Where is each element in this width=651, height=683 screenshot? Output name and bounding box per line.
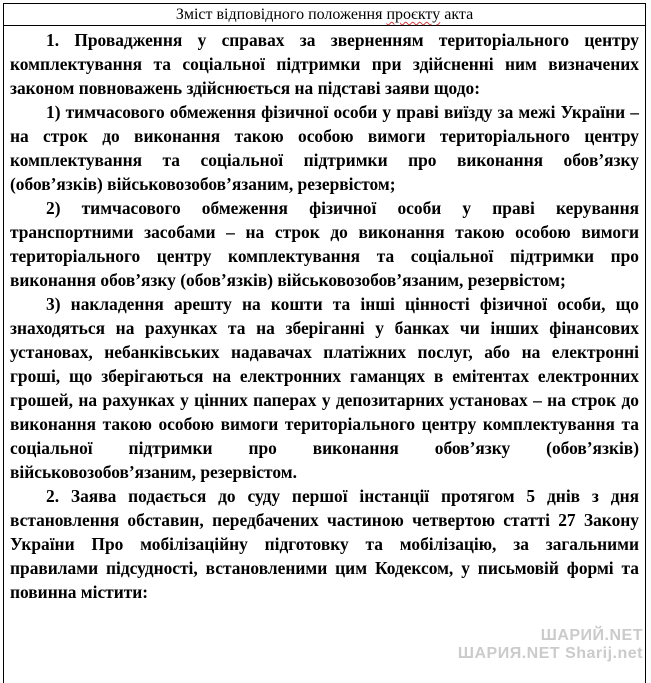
paragraph-part-1: 1. Провадження у справах за зверненням територіального центру комплектування та соціальної підтримки при здійсненні ним визначених законом повноважень здійснюється на підставі заяви щодо:	[10, 30, 639, 98]
header-text-1: Зміст відповідного положення	[175, 6, 387, 23]
header-text-3: акта	[440, 6, 474, 23]
header-text-underlined: проєкту	[386, 6, 441, 23]
provision-content	[4, 26, 645, 604]
paragraph-part-2: 2. Заява подається до суду першої інстанції протягом 5 днів з дня встановлення обставин, передбачених частиною четвертою статті 27 Закону України Про мобілізаційну підготовку та мобілізацію, за загальними правилами підсудності, встановленими цим Кодексом, у письмовій формі та повинна містити:	[10, 486, 639, 602]
document-table	[3, 3, 646, 683]
paragraph-item-3: 3) накладення арешту на кошти та інші цінності фізичної особи, що знаходяться на рахунках та на зберіганні у банках чи інших фінансових установах, небанківських надавачах платіжних послуг, або на електронні гроші, що зберігаються на електронних гаманцях в емітентах електронних грошей, на рахунках у цінних паперах у депозитарних установах – на строк до виконання такою особою вимоги територіального центру комплектування та соціальної підтримки про виконання обов’язку (обов’язків) військовозобов’язаним, резервістом.	[10, 294, 639, 482]
paragraph-item-2: 2) тимчасового обмеження фізичної особи у праві керування транспортними засобами – на строк до виконання такою особою вимоги територіального центру комплектування та соціальної підтримки про виконання обов’язку (обов’язків) військовозобов’язаним, резервістом;	[10, 198, 639, 290]
column-header	[4, 4, 645, 26]
watermark-line-2: ШАРИЯ.NET Sharij.net	[457, 645, 643, 662]
watermark-line-1: ШАРИЙ.NET	[540, 627, 643, 644]
paragraph-item-1: 1) тимчасового обмеження фізичної особи у праві виїзду за межі України – на строк до виконання такою особою вимоги територіального центру комплектування та соціальної підтримки про виконання обов’язку (обов’язків) військовозобов’язаним, резервістом;	[10, 102, 639, 194]
